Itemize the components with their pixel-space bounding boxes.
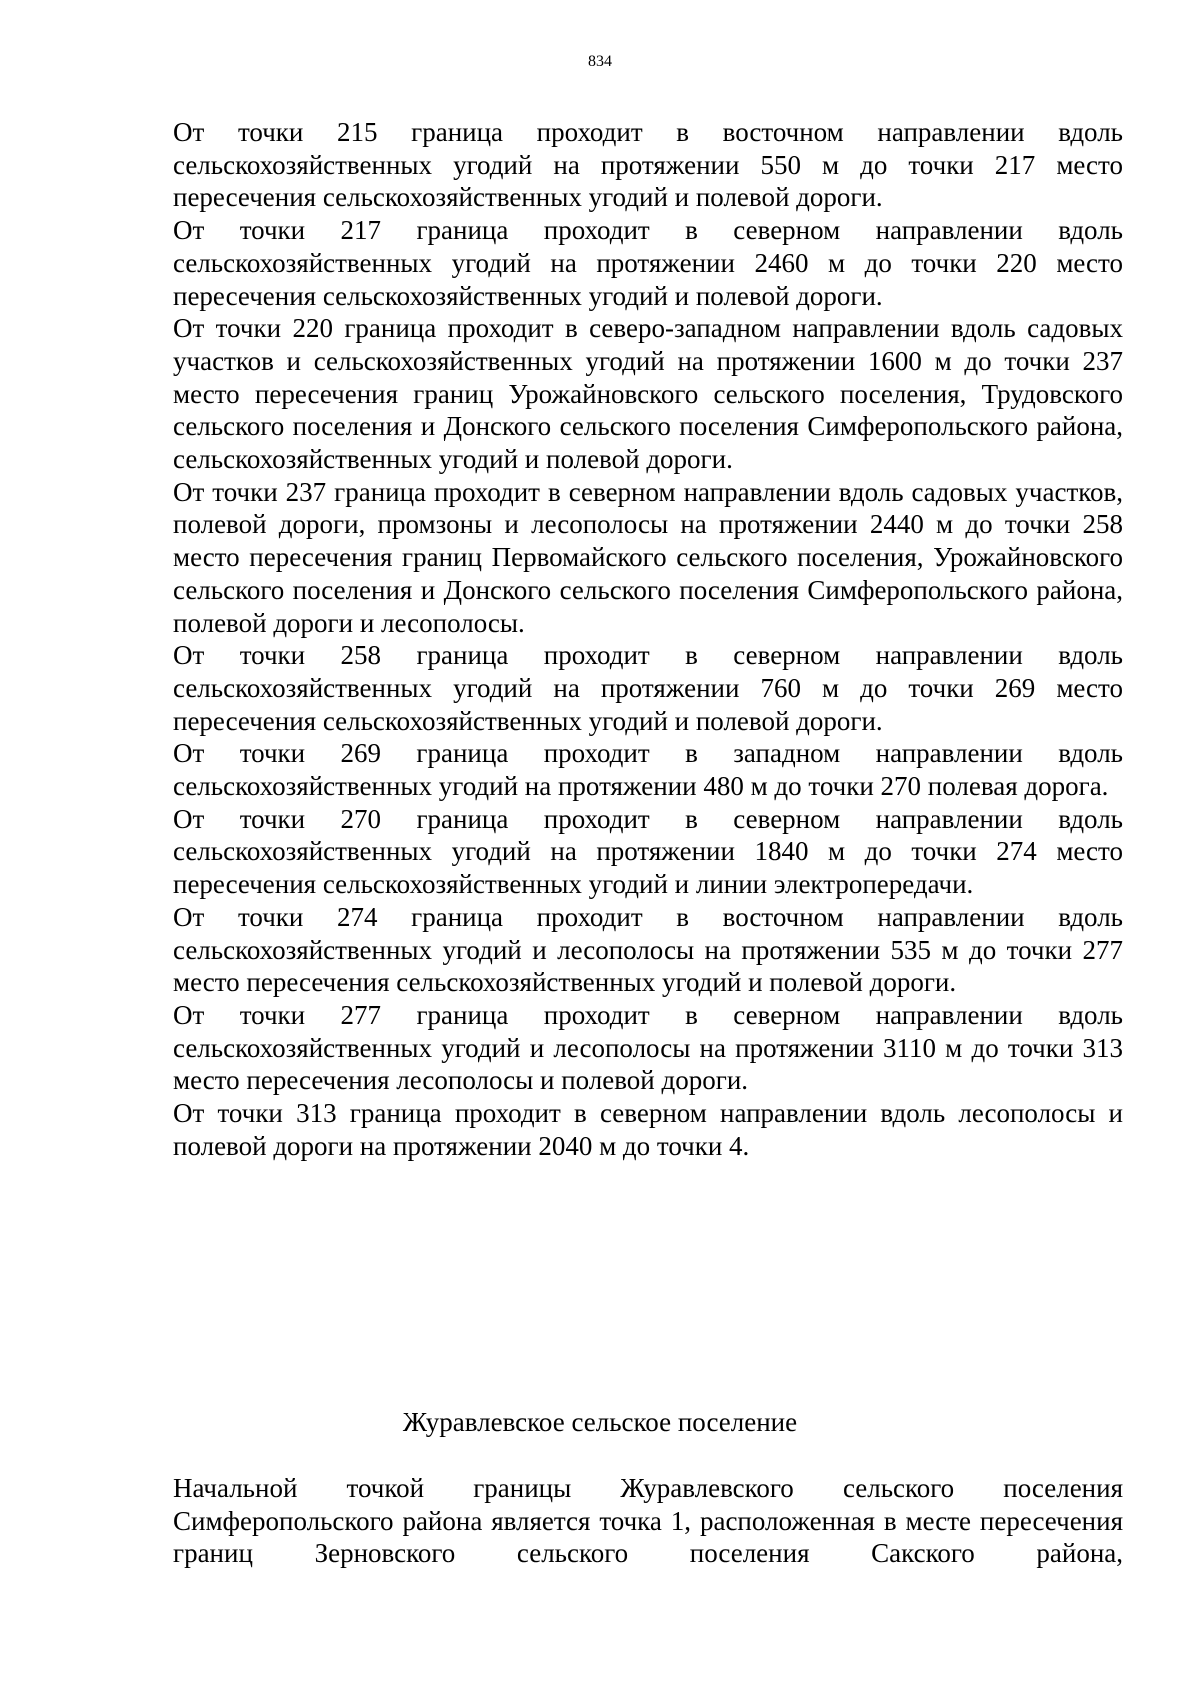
paragraph-269-270: От точки 269 граница проходит в западном направлении вдоль сельскохозяйственных угодий на протяжении 480 м до точки 270 полевая дорога. bbox=[173, 738, 1123, 802]
boundary-description bbox=[173, 116, 1123, 1163]
paragraph-220-237: От точки 220 граница проходит в северо-западном направлении вдоль садовых участков и сельскохозяйственных угодий на протяжении 1600 м до точки 237 место пересечения границ Урожайновского сельского поселения, Трудовского сельского поселения и Донского сельского поселения Симферопольского района, сельскохозяйственных угодий и полевой дороги. bbox=[173, 313, 1123, 475]
paragraph-215-217: От точки 215 граница проходит в восточном направлении вдоль сельскохозяйственных угодий на протяжении 550 м до точки 217 место пересечения сельскохозяйственных угодий и полевой дороги. bbox=[173, 117, 1123, 213]
paragraph-237-258: От точки 237 граница проходит в северном направлении вдоль садовых участков, полевой дороги, промзоны и лесополосы на протяжении 2440 м до точки 258 место пересечения границ Первомайского сельского поселения, Урожайновского сельского поселения и Донского сельского поселения Симферопольского района, полевой дороги и лесополосы. bbox=[173, 476, 1123, 638]
paragraph-258-269: От точки 258 граница проходит в северном направлении вдоль сельскохозяйственных угодий на протяжении 760 м до точки 269 место пересечения сельскохозяйственных угодий и полевой дороги. bbox=[173, 640, 1123, 736]
paragraph-217-220: От точки 217 граница проходит в северном направлении вдоль сельскохозяйственных угодий на протяжении 2460 м до точки 220 место пересечения сельскохозяйственных угодий и полевой дороги. bbox=[173, 215, 1123, 311]
section-title: Журавлевское сельское поселение bbox=[402, 1407, 798, 1437]
paragraph-270-274: От точки 270 граница проходит в северном направлении вдоль сельскохозяйственных угодий на протяжении 1840 м до точки 274 место пересечения сельскохозяйственных угодий и линии электропередачи. bbox=[173, 803, 1123, 900]
paragraph-274-277: От точки 274 граница проходит в восточном направлении вдоль сельскохозяйственных угодий и лесополосы на протяжении 535 м до точки 277 место пересечения сельскохозяйственных угодий и полевой дороги. bbox=[173, 901, 1123, 998]
paragraph-313-4: От точки 313 граница проходит в северном направлении вдоль лесополосы и полевой дороги на протяжении 2040 м до точки 4. bbox=[173, 1098, 1123, 1161]
paragraph-277-313: От точки 277 граница проходит в северном направлении вдоль сельскохозяйственных угодий и лесополосы на протяжении 3110 м до точки 313 место пересечения лесополосы и полевой дороги. bbox=[173, 999, 1123, 1096]
section-paragraph: Начальной точкой границы Журавлевского сельского поселения Симферопольского района является точка 1, расположенная в месте пересечения границ Зерновского сельского поселения Сакского района, bbox=[173, 1473, 1123, 1569]
page-number: 834 bbox=[588, 53, 612, 70]
section-description bbox=[173, 1472, 1123, 1570]
